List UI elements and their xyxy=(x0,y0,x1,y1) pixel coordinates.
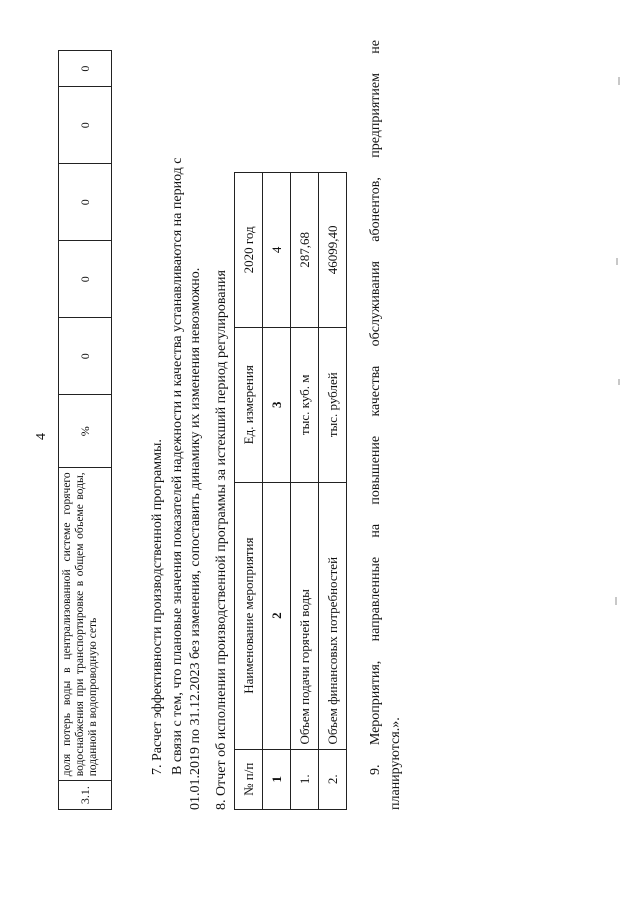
section7-paragraph-line1: В связи с тем, что плановые значения показателей надежности и качества устанавливаются на период с xyxy=(170,157,185,775)
section7-heading: 7. Расчет эффективности производственной программы. xyxy=(150,439,165,775)
indicators-table xyxy=(58,50,112,810)
header-num: № п/п xyxy=(235,749,263,809)
table-header-row xyxy=(235,173,263,810)
numbering-4: 4 xyxy=(263,173,291,328)
section9-line2: планируются.». xyxy=(388,717,403,810)
row-unit: тыс. рублей xyxy=(319,327,347,482)
section9-line1: 9. Мероприятия, направленные на повышение качества обслуживания абонентов, предприятием не xyxy=(368,40,383,775)
row-value-1: 0 xyxy=(59,318,112,395)
scan-speck xyxy=(615,597,617,605)
numbering-2: 2 xyxy=(263,482,291,749)
section8-heading: 8. Отчет об исполнении производственной программы за истекший период регулирования xyxy=(214,270,229,810)
row-name: Объем финансовых потребностей xyxy=(319,482,347,749)
scan-speck xyxy=(618,77,620,85)
header-year: 2020 год xyxy=(235,173,263,328)
scan-speck xyxy=(618,379,620,385)
row-value-3: 0 xyxy=(59,164,112,241)
row-num: 2. xyxy=(319,749,347,809)
row-description: доля потерь воды в централизованной системе горячего водоснабжения при транспортировке в общем объеме воды, поданной в водопроводную сеть xyxy=(59,468,112,781)
row-num: 1. xyxy=(291,749,319,809)
header-name: Наименование мероприятия xyxy=(235,482,263,749)
table-row xyxy=(59,51,112,810)
row-value: 287,68 xyxy=(291,173,319,328)
numbering-1: 1 xyxy=(263,749,291,809)
row-name: Объем подачи горячей воды xyxy=(291,482,319,749)
row-value-4: 0 xyxy=(59,87,112,164)
row-unit: % xyxy=(59,395,112,468)
page-number: 4 xyxy=(34,433,49,440)
numbering-3: 3 xyxy=(263,327,291,482)
section7-paragraph-line2: 01.01.2019 по 31.12.2023 без изменения, сопоставить динамику их изменения невозможно. xyxy=(188,267,203,810)
row-value-5: 0 xyxy=(59,51,112,87)
report-table xyxy=(234,172,347,810)
table-numbering-row xyxy=(263,173,291,810)
table-row xyxy=(291,173,319,810)
row-unit: тыс. куб. м xyxy=(291,327,319,482)
row-value-2: 0 xyxy=(59,241,112,318)
header-unit: Ед. измерения xyxy=(235,327,263,482)
row-value: 46099,40 xyxy=(319,173,347,328)
row-index: 3.1. xyxy=(59,781,112,810)
scan-speck xyxy=(616,258,618,265)
table-row xyxy=(319,173,347,810)
